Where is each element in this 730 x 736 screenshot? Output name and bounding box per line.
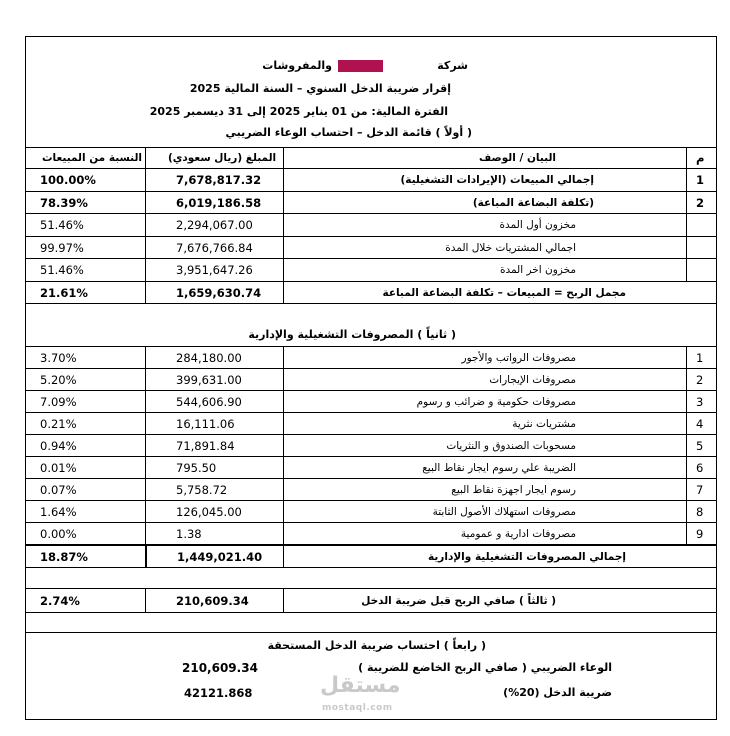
pct-cell: 0.07% bbox=[26, 479, 146, 500]
amount-cell: 795.50 bbox=[146, 457, 284, 478]
number-cell bbox=[686, 282, 716, 303]
number-cell: 7 bbox=[686, 479, 716, 500]
pct-cell: 0.21% bbox=[26, 413, 146, 434]
expenses-total-row bbox=[26, 544, 716, 568]
number-cell: 4 bbox=[686, 413, 716, 434]
column-pct: النسبة من المبيعات bbox=[26, 148, 146, 168]
table-row bbox=[26, 500, 716, 522]
number-cell: 2 bbox=[686, 192, 716, 213]
amount-cell: 3,951,647.26 bbox=[146, 259, 284, 281]
amount-cell: 1,659,630.74 bbox=[146, 282, 284, 303]
number-cell: 3 bbox=[686, 391, 716, 412]
pct-cell: 0.94% bbox=[26, 435, 146, 456]
declaration-title: إقرار ضريبة الدخل السنوي – السنة المالية 2025 bbox=[189, 82, 451, 95]
pct-cell: 51.46% bbox=[26, 214, 146, 236]
column-description: البيان / الوصف bbox=[479, 152, 556, 164]
expenses-section-title: ( ثانياً ) المصروفات التشغيلية والإدارية bbox=[248, 328, 456, 341]
description-cell: (تكلفة البضاعة المباعة) bbox=[472, 196, 594, 209]
description-cell: إجمالي المبيعات (الإيرادات التشغيلية) bbox=[400, 174, 594, 186]
number-cell bbox=[686, 259, 716, 281]
amount-cell: 71,891.84 bbox=[146, 435, 284, 456]
section-one-title: ( أولاً ) قائمة الدخل – احتساب الوعاء الضريبي bbox=[225, 126, 472, 139]
table-row bbox=[26, 434, 716, 456]
pct-cell: 0.00% bbox=[26, 523, 146, 544]
company-name: شركة bbox=[437, 59, 468, 72]
amount-cell: 5,758.72 bbox=[146, 479, 284, 500]
tax-label: ضريبة الدخل (20%) bbox=[503, 686, 612, 699]
amount-cell: 16,111.06 bbox=[146, 413, 284, 434]
number-cell: 8 bbox=[686, 501, 716, 522]
number-cell bbox=[686, 237, 716, 258]
tax-base-label: الوعاء الضريبي ( صافي الربح الخاضع للضريبة ) bbox=[358, 661, 612, 674]
pct-cell: 51.46% bbox=[26, 259, 146, 281]
description-cell: مسحوبات الصندوق و النثريات bbox=[446, 439, 576, 452]
amount-cell: 284,180.00 bbox=[146, 347, 284, 368]
pct-cell: 5.20% bbox=[26, 369, 146, 390]
pct-cell: 21.61% bbox=[26, 282, 146, 303]
table-header-row bbox=[26, 147, 716, 169]
table-row bbox=[26, 169, 716, 192]
amount-cell: 210,609.34 bbox=[146, 589, 284, 612]
pct-cell: 7.09% bbox=[26, 391, 146, 412]
number-cell: 1 bbox=[686, 169, 716, 191]
net-profit-row bbox=[26, 589, 716, 613]
amount-cell: 544,606.90 bbox=[146, 391, 284, 412]
description-cell: مخزون أول المدة bbox=[499, 219, 576, 231]
description-cell: إجمالي المصروفات التشغيلية والإدارية bbox=[428, 550, 626, 563]
description-cell: مصروفات استهلاك الأصول الثابتة bbox=[432, 505, 576, 518]
amount-cell: 6,019,186.58 bbox=[146, 192, 284, 213]
column-amount: المبلغ (ريال سعودي) bbox=[146, 148, 284, 168]
table-row bbox=[26, 346, 716, 368]
tax-base-value: 210,609.34 bbox=[182, 661, 258, 675]
table-row bbox=[26, 237, 716, 259]
amount-cell: 126,045.00 bbox=[146, 501, 284, 522]
table-row bbox=[26, 412, 716, 434]
description-cell: مشتريات نثرية bbox=[512, 417, 576, 430]
pct-cell: 78.39% bbox=[26, 192, 146, 213]
pct-cell: 18.87% bbox=[26, 546, 146, 567]
amount-cell: 7,678,817.32 bbox=[146, 169, 284, 191]
description-cell: اجمالي المشتريات خلال المدة bbox=[445, 241, 576, 254]
description-cell: مصروفات الإيجارات bbox=[489, 373, 576, 386]
description-cell: مخزون اخر المدة bbox=[499, 264, 576, 276]
fiscal-period: الفترة المالية: من 01 يناير 2025 إلى 31 ديسمبر 2025 bbox=[149, 105, 448, 118]
table-row bbox=[26, 522, 716, 544]
table-row bbox=[26, 456, 716, 478]
table-row bbox=[26, 214, 716, 237]
table-row bbox=[26, 259, 716, 282]
company-name-tail: والمفروشات bbox=[262, 59, 332, 72]
table-row bbox=[26, 192, 716, 214]
number-cell: 9 bbox=[686, 523, 716, 544]
pct-cell: 0.01% bbox=[26, 457, 146, 478]
pct-cell: 100.00% bbox=[26, 169, 146, 191]
table-row bbox=[26, 390, 716, 412]
description-cell: ( ثالثاً ) صافي الربح قبل ضريبة الدخل bbox=[361, 594, 556, 607]
pct-cell: 2.74% bbox=[26, 589, 146, 612]
description-cell: مجمل الربح = المبيعات – تكلفة البضاعة المباعة bbox=[382, 286, 626, 299]
document-frame bbox=[25, 36, 717, 720]
amount-cell: 399,631.00 bbox=[146, 369, 284, 390]
pct-cell: 99.97% bbox=[26, 237, 146, 258]
amount-cell: 1,449,021.40 bbox=[146, 546, 284, 567]
watermark-logo: مستقل bbox=[320, 673, 401, 698]
description-cell: رسوم ايجار اجهزة نقاط البيع bbox=[451, 483, 576, 496]
table-row bbox=[26, 368, 716, 390]
description-cell: الضريبة علي رسوم ايجار نقاط البيع bbox=[422, 461, 576, 474]
tax-value: 42121.868 bbox=[184, 686, 253, 700]
pct-cell: 1.64% bbox=[26, 501, 146, 522]
amount-cell: 2,294,067.00 bbox=[146, 214, 284, 236]
tax-section-title: ( رابعاً ) احتساب ضريبة الدخل المستحقة bbox=[267, 639, 486, 652]
description-cell: مصروفات الرواتب والأجور bbox=[461, 351, 576, 364]
table-row bbox=[26, 282, 716, 304]
description-cell: مصروفات حكومية و ضرائب و رسوم bbox=[416, 395, 576, 408]
watermark-site: mostaql.com bbox=[322, 703, 393, 713]
column-number: م bbox=[686, 148, 716, 168]
description-cell: مصروفات ادارية و عمومية bbox=[460, 527, 576, 540]
spacer-row bbox=[26, 613, 716, 633]
amount-cell: 1.38 bbox=[146, 523, 284, 544]
number-cell: 2 bbox=[686, 369, 716, 390]
redaction-mark bbox=[338, 60, 383, 72]
pct-cell: 3.70% bbox=[26, 347, 146, 368]
number-cell: 5 bbox=[686, 435, 716, 456]
number-cell: 6 bbox=[686, 457, 716, 478]
number-cell bbox=[686, 214, 716, 236]
number-cell: 1 bbox=[686, 347, 716, 368]
spacer-row bbox=[26, 568, 716, 589]
amount-cell: 7,676,766.84 bbox=[146, 237, 284, 258]
table-row bbox=[26, 478, 716, 500]
